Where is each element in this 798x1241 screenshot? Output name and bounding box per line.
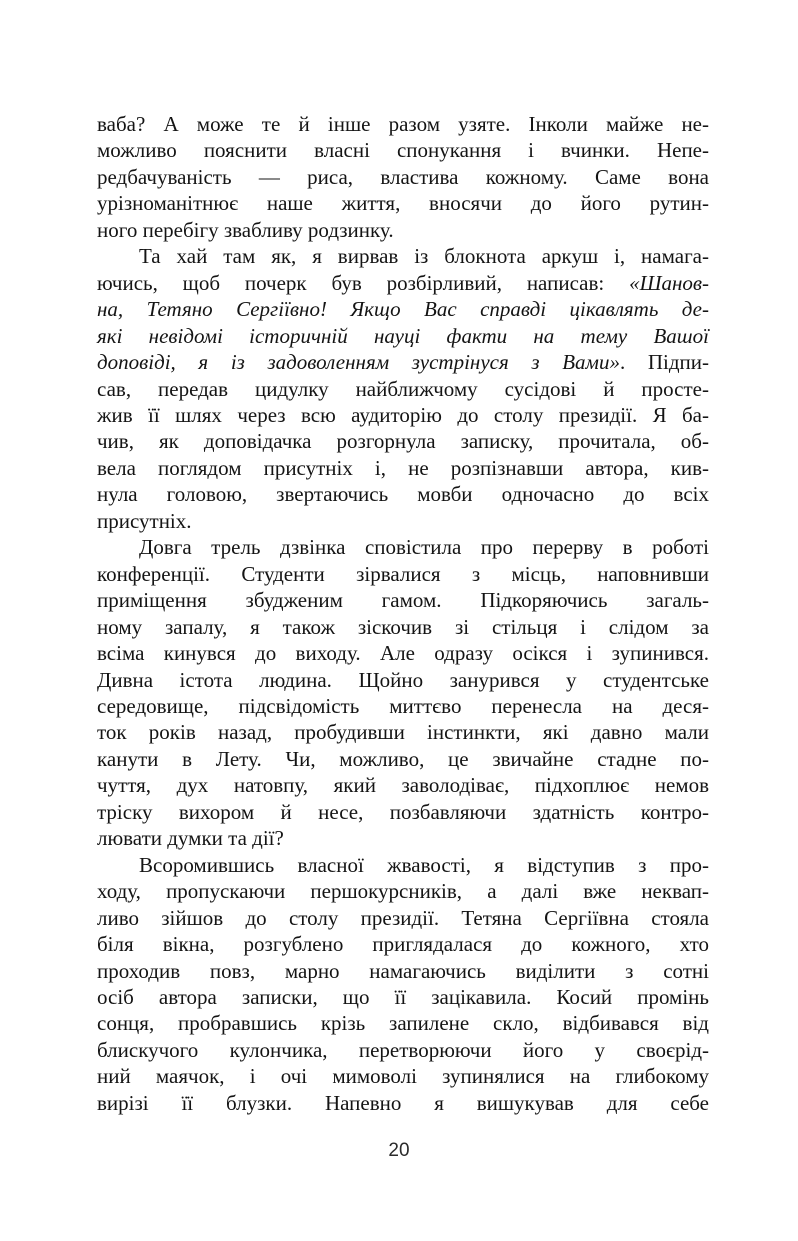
text-line (97, 719, 709, 745)
text-segment: ваба? А може те й інше разом узяте. Інколи майже не- (97, 112, 709, 136)
text-segment: тріску вихором й несе, позбавляючи здатність контро- (97, 799, 709, 824)
text-segment: ливо зійшов до столу президії. Тетяна Сергіївна стояла (97, 905, 709, 930)
text-line (97, 270, 709, 296)
text-segment: Дивна істота людина. Щойно занурився у студентське (97, 667, 709, 692)
text-line (97, 1037, 709, 1063)
text-line (97, 561, 709, 587)
text-segment: присутніх. (97, 508, 192, 533)
text-line (97, 137, 709, 163)
text-line (97, 1063, 709, 1089)
text-line (97, 746, 709, 772)
text-segment: нула головою, звертаючись мовби одночасно до всіх (97, 482, 709, 507)
text-line (97, 323, 709, 349)
text-line (97, 402, 709, 428)
text-line (97, 190, 709, 216)
text-line (97, 1010, 709, 1036)
text-line (97, 534, 709, 560)
text-segment: канути в Лету. Чи, можливо, це звичайне стадне по- (97, 746, 709, 771)
text-line (97, 931, 709, 957)
text-segment: конференції. Студенти зірвалися з місць, наповнивши (97, 561, 709, 586)
text-segment: жив її шлях через всю аудиторію до столу президії. Я ба- (97, 402, 709, 427)
text-line (97, 905, 709, 931)
text-segment: ючись, щоб почерк був розбірливий, написав: (97, 270, 630, 295)
text-line (97, 667, 709, 693)
text-line (97, 799, 709, 825)
page-number: 20 (388, 1140, 410, 1161)
text-line (97, 111, 709, 137)
italic-text-segment: доповіді, я із задоволенням зустрінуся з Вами» (97, 350, 620, 375)
text-segment: ного перебігу звабливу родзинку. (97, 217, 394, 242)
text-line (97, 349, 709, 375)
text-segment: сонця, пробравшись крізь запилене скло, відбивався від (97, 1011, 709, 1036)
text-segment: приміщення збудженим гамом. Підкоряючись загаль- (97, 588, 709, 613)
text-segment: вирізі її блузки. Напевно я вишукував для себе (97, 1090, 709, 1115)
text-segment: . Підпи- (619, 350, 709, 375)
text-segment: чив, як доповідачка розгорнула записку, прочитала, об- (97, 429, 709, 454)
text-line (97, 376, 709, 402)
text-segment: редбачуваність — риса, властива кожному. Саме вона (97, 164, 709, 189)
text-segment: ному запалу, я також зіскочив зі стільця і слідом за (97, 614, 709, 639)
text-segment: середовище, підсвідомість миттєво перенесла на деся- (97, 693, 709, 718)
text-segment: всіма кинувся до виходу. Але одразу осікся і зупинився. (97, 641, 709, 666)
text-segment: біля вікна, розгублено приглядалася до кожного, хто (97, 932, 709, 957)
text-line (97, 614, 709, 640)
text-line (97, 428, 709, 454)
text-segment: вела поглядом присутніх і, не розпізнавши автора, кив- (97, 455, 709, 480)
text-line (97, 217, 709, 243)
text-line (97, 772, 709, 798)
text-line (97, 587, 709, 613)
text-segment: осіб автора записки, що її зацікавила. Косий промінь (97, 984, 709, 1009)
text-line (97, 825, 709, 851)
paragraph (97, 852, 709, 1117)
page-text (97, 111, 709, 1116)
text-line (97, 455, 709, 481)
text-segment: урізноманітнює наше життя, вносячи до його рутин- (97, 191, 709, 216)
text-line (97, 693, 709, 719)
text-segment: Довга трель дзвінка сповістила про перерву в роботі (139, 535, 709, 560)
paragraph (97, 243, 709, 534)
italic-text-segment: «Шанов- (629, 270, 709, 295)
text-segment: сав, передав цидулку найближчому сусідові й просте- (97, 376, 709, 401)
italic-text-segment: які невідомі історичній науці факти на тему Вашої (97, 323, 709, 348)
text-segment: ний маячок, і очі мимоволі зупинялися на глибокому (97, 1064, 709, 1089)
text-segment: чуття, дух натовпу, який заволодіває, підхоплює немов (97, 773, 709, 798)
text-line (97, 481, 709, 507)
text-segment: ток років назад, пробудивши інстинкти, які давно мали (97, 720, 709, 745)
text-line (97, 958, 709, 984)
text-segment: Всоромившись власної жвавості, я відступив з про- (139, 852, 709, 877)
text-segment: Та хай там як, я вирвав із блокнота аркуш і, намага- (139, 244, 709, 269)
text-line (97, 164, 709, 190)
text-line (97, 878, 709, 904)
text-line (97, 1090, 709, 1116)
text-line (97, 508, 709, 534)
paragraph (97, 534, 709, 851)
text-line (97, 296, 709, 322)
text-line (97, 852, 709, 878)
italic-text-segment: на, Тетяно Сергіївно! Якщо Вас справді цікавлять де- (97, 297, 709, 322)
text-line (97, 640, 709, 666)
text-line (97, 984, 709, 1010)
text-segment: можливо пояснити власні спонукання і вчинки. Непе- (97, 138, 709, 163)
text-line (97, 243, 709, 269)
text-segment: проходив повз, марно намагаючись виділити з сотні (97, 958, 709, 983)
text-segment: лювати думки та дії? (97, 826, 284, 851)
text-segment: ходу, пропускаючи першокурсників, а далі вже неквап- (97, 879, 709, 904)
text-segment: блискучого кулончика, перетворюючи його у своєрід- (97, 1037, 709, 1062)
paragraph (97, 111, 709, 243)
